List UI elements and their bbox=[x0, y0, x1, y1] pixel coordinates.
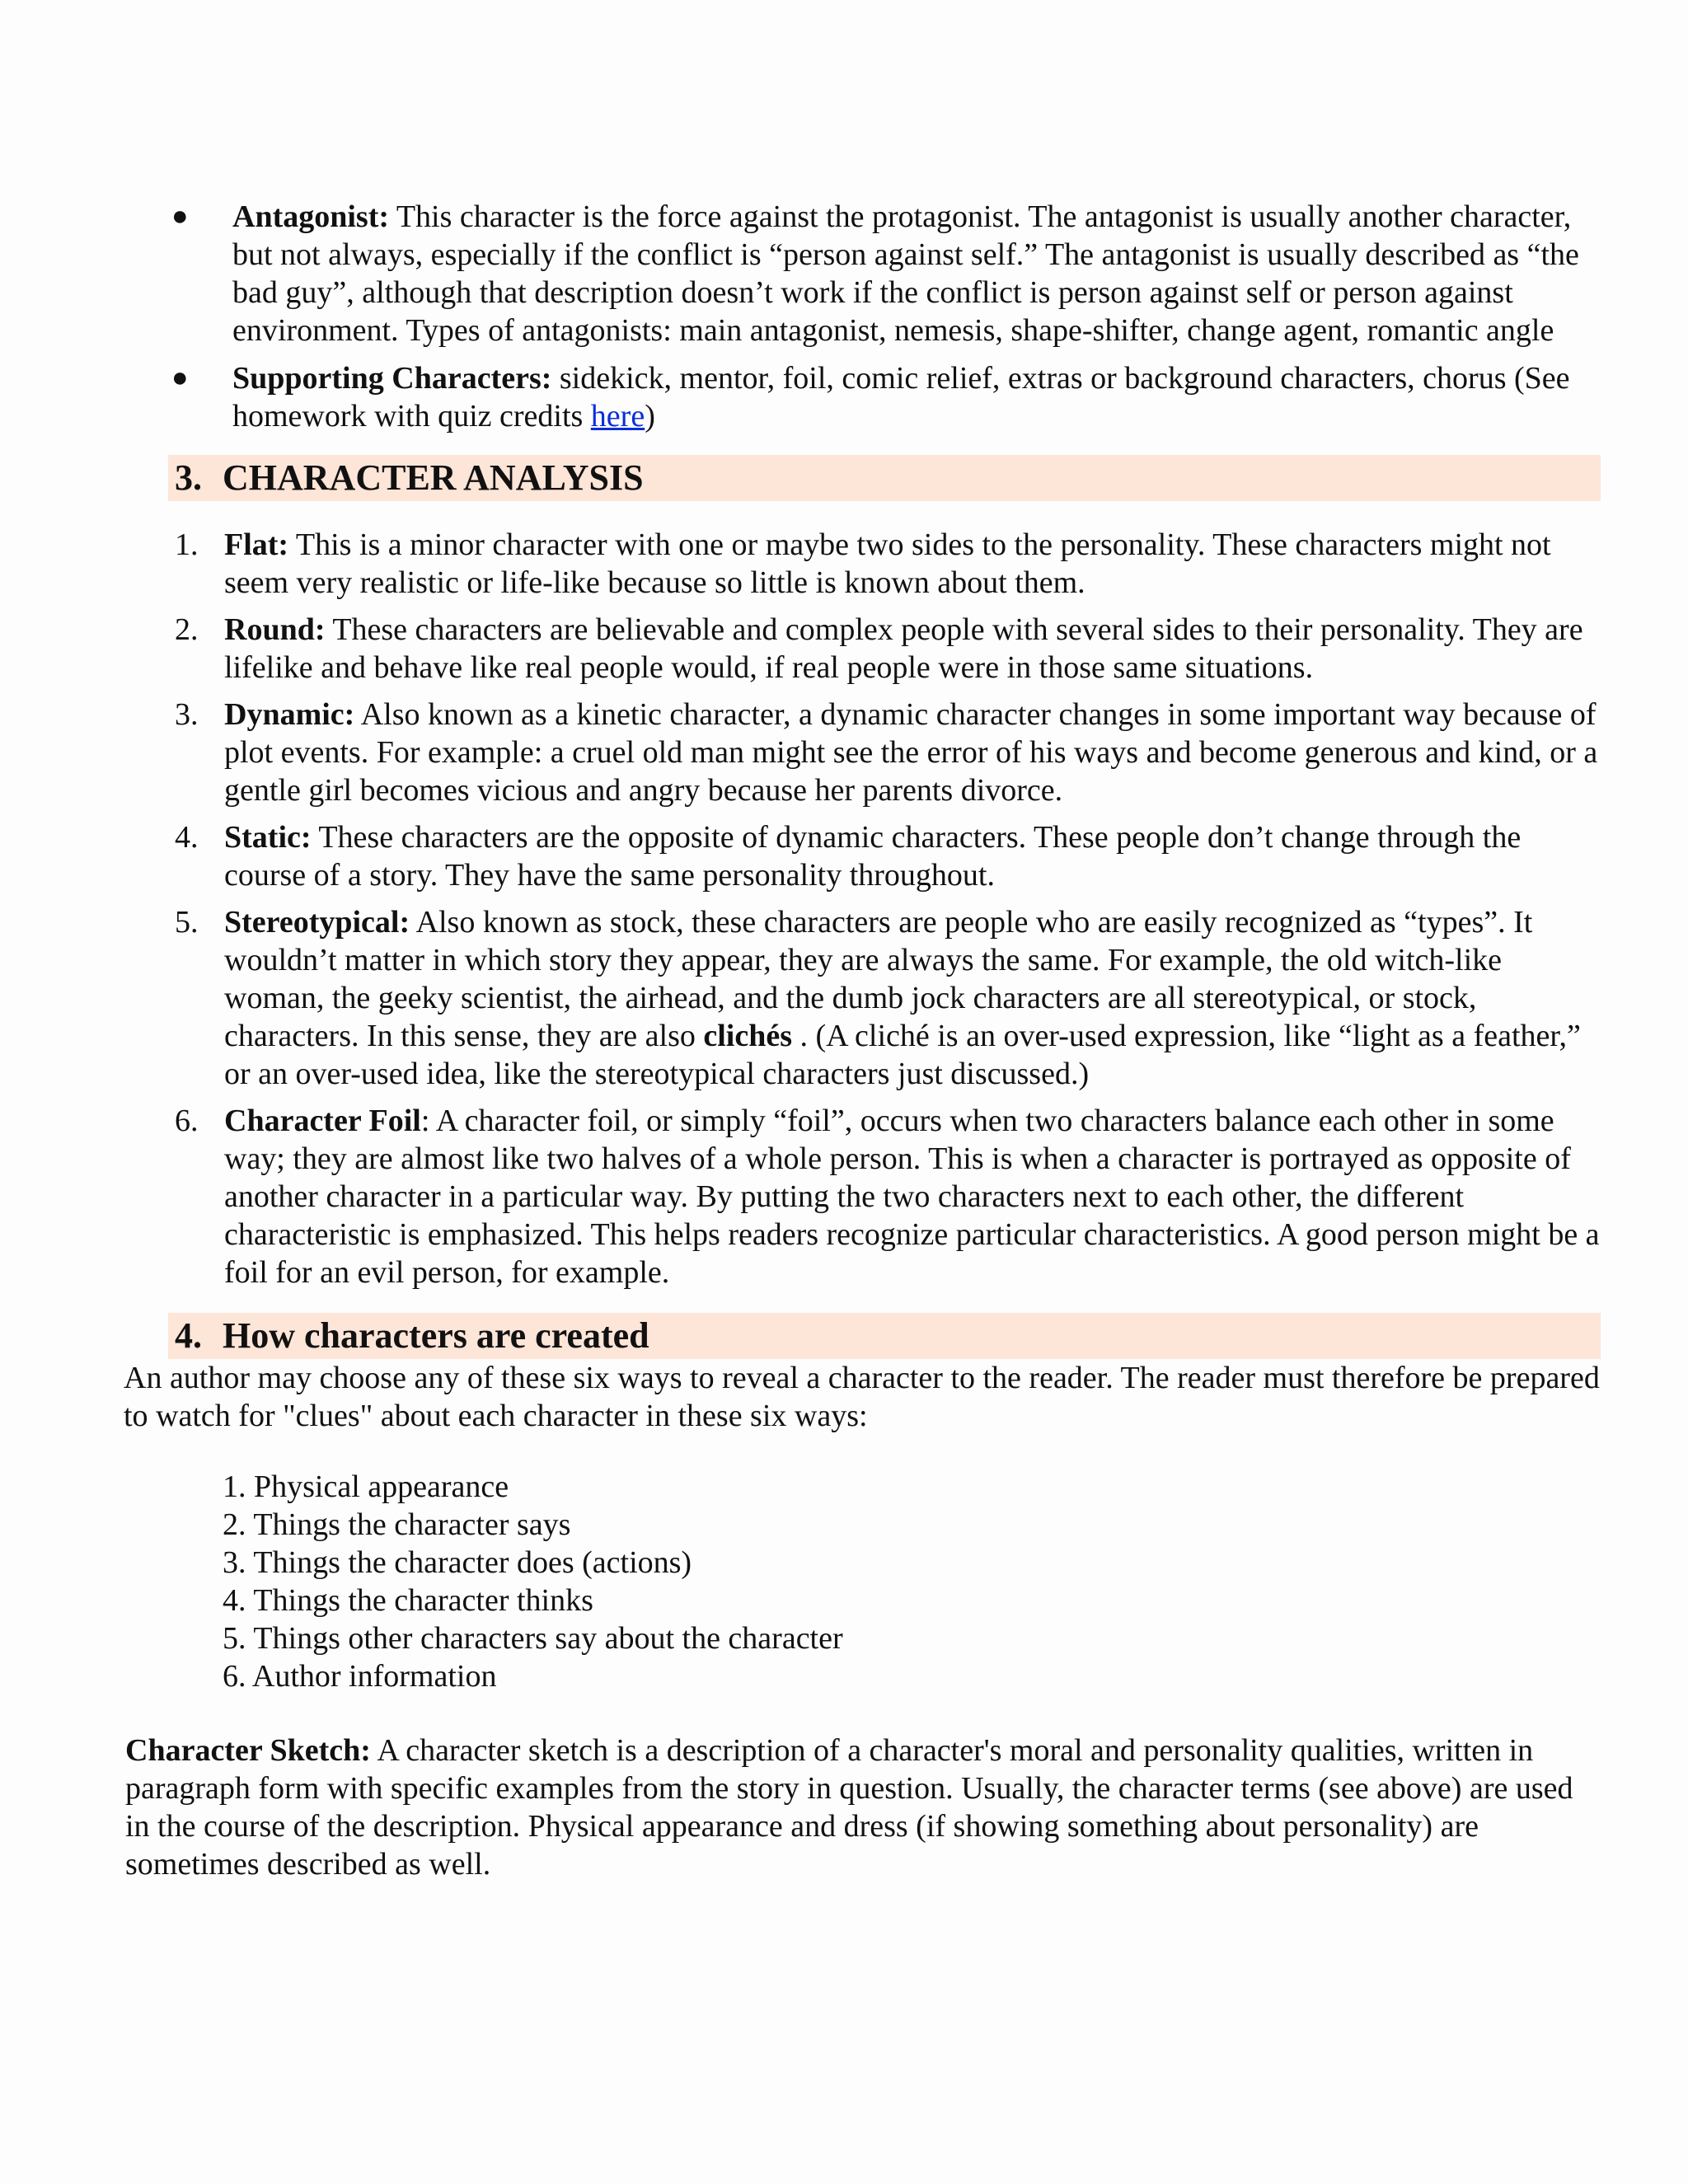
list-item-character-foil bbox=[125, 1102, 1601, 1291]
list-item: 3. Things the character does (actions) bbox=[223, 1545, 692, 1580]
list-item-static bbox=[125, 818, 1601, 894]
term-round: Round: bbox=[224, 612, 326, 647]
list-item: 1. Physical appearance bbox=[223, 1469, 509, 1504]
section-heading-character-analysis bbox=[168, 455, 1601, 501]
stereotypical-text-cont: . (A cliché is an over-used expression, like “light as a feather,” or an over-used idea, like the stereotypical characters just discussed.) bbox=[224, 1019, 1581, 1091]
list-item: 4. Things the character thinks bbox=[223, 1583, 593, 1618]
supporting-characters-close: ) bbox=[645, 399, 655, 434]
round-text: These characters are believable and complex people with several sides to their personality. They are lifelike and behave like real people would, if real people were in those same situations. bbox=[224, 612, 1583, 685]
item-number: 3. bbox=[175, 697, 199, 732]
stereotypical-text: Also known as stock, these characters are people who are easily recognized as “types”. It wouldn’t matter in which story they appear, they are always the same. For example, the old witch-like woman, the geeky scientist, the airhead, and the dumb jock characters are all stereotypical, or stock, characters. In this sense, they are also bbox=[224, 905, 1533, 1053]
term-character-foil: Character Foil bbox=[224, 1104, 421, 1138]
homework-link[interactable]: here bbox=[590, 399, 645, 434]
section-title: CHARACTER ANALYSIS bbox=[223, 457, 644, 498]
character-analysis-list bbox=[125, 526, 1601, 1291]
section4-intro: An author may choose any of these six ways to reveal a character to the reader. The reader must therefore be prepared to watch for "clues" about each character in these six ways: bbox=[124, 1361, 1600, 1433]
character-sketch-paragraph bbox=[125, 1732, 1601, 1883]
item-number: 1. bbox=[175, 527, 199, 562]
term-cliches: clichés bbox=[703, 1019, 793, 1053]
term-flat: Flat: bbox=[224, 527, 289, 562]
list-item-flat bbox=[125, 526, 1601, 602]
list-item-supporting-characters bbox=[125, 359, 1601, 435]
term-stereotypical: Stereotypical: bbox=[224, 905, 410, 940]
document-content bbox=[125, 198, 1601, 1883]
character-foil-text: : A character foil, or simply “foil”, occurs when two characters balance each other in some way; they are almost like two halves of a whole person. This is when a character is portrayed as opposite of another character in a particular way. By putting the two characters next to each other, the different characteristic is emphasized. This helps readers recognize particular characteristics. A good person might be a foil for an evil person, for example. bbox=[224, 1104, 1600, 1290]
term-character-sketch: Character Sketch: bbox=[125, 1733, 371, 1768]
list-item-round bbox=[125, 611, 1601, 687]
reveal-ways-list bbox=[223, 1468, 1601, 1695]
static-text: These characters are the opposite of dynamic characters. These people don’t change through the course of a story. They have the same personality throughout. bbox=[224, 820, 1522, 893]
term-antagonist: Antagonist: bbox=[232, 199, 390, 234]
list-item: 2. Things the character says bbox=[223, 1507, 571, 1542]
list-item: 5. Things other characters say about the character bbox=[223, 1621, 843, 1656]
flat-text: This is a minor character with one or maybe two sides to the personality. These characters might not seem very realistic or life-like because so little is known about them. bbox=[224, 527, 1551, 600]
list-item-stereotypical bbox=[125, 903, 1601, 1093]
item-number: 4. bbox=[175, 820, 199, 855]
dynamic-text: Also known as a kinetic character, a dynamic character changes in some important way because of plot events. For example: a cruel old man might see the error of his ways and become generous and kind, or a gentle girl becomes vicious and angry because her parents divorce. bbox=[224, 697, 1598, 808]
character-sketch-text: A character sketch is a description of a character's moral and personality qualities, written in paragraph form with specific examples from the story in question. Usually, the character terms (see above) are used in the course of the description. Physical appearance and dress (if showing something about personality) are sometimes described as well. bbox=[125, 1733, 1573, 1882]
bullet-icon: ● bbox=[171, 363, 189, 393]
character-types-list bbox=[125, 198, 1601, 435]
supporting-characters-text: sidekick, mentor, foil, comic relief, extras or background characters, chorus (See homework with quiz credits bbox=[232, 361, 1570, 434]
section-title: How characters are created bbox=[223, 1315, 649, 1356]
section-number: 3. bbox=[175, 457, 202, 498]
term-dynamic: Dynamic: bbox=[224, 697, 355, 732]
bullet-icon: ● bbox=[171, 201, 189, 232]
section-number: 4. bbox=[175, 1315, 202, 1356]
section-heading-how-characters-created bbox=[168, 1313, 1601, 1359]
item-number: 6. bbox=[175, 1104, 199, 1138]
term-supporting-characters: Supporting Characters: bbox=[232, 361, 552, 396]
item-number: 5. bbox=[175, 905, 199, 940]
list-item: 6. Author information bbox=[223, 1659, 497, 1694]
item-number: 2. bbox=[175, 612, 199, 647]
list-item-dynamic bbox=[125, 696, 1601, 809]
antagonist-text: This character is the force against the protagonist. The antagonist is usually another character, but not always, especially if the conflict is “person against self.” The antagonist is usually described as “the bad guy”, although that description doesn’t work if the conflict is person against self or person against environment. Types of antagonists: main antagonist, nemesis, shape-shifter, change agent, romantic angle bbox=[232, 199, 1579, 348]
list-item-antagonist bbox=[125, 198, 1601, 349]
term-static: Static: bbox=[224, 820, 312, 855]
